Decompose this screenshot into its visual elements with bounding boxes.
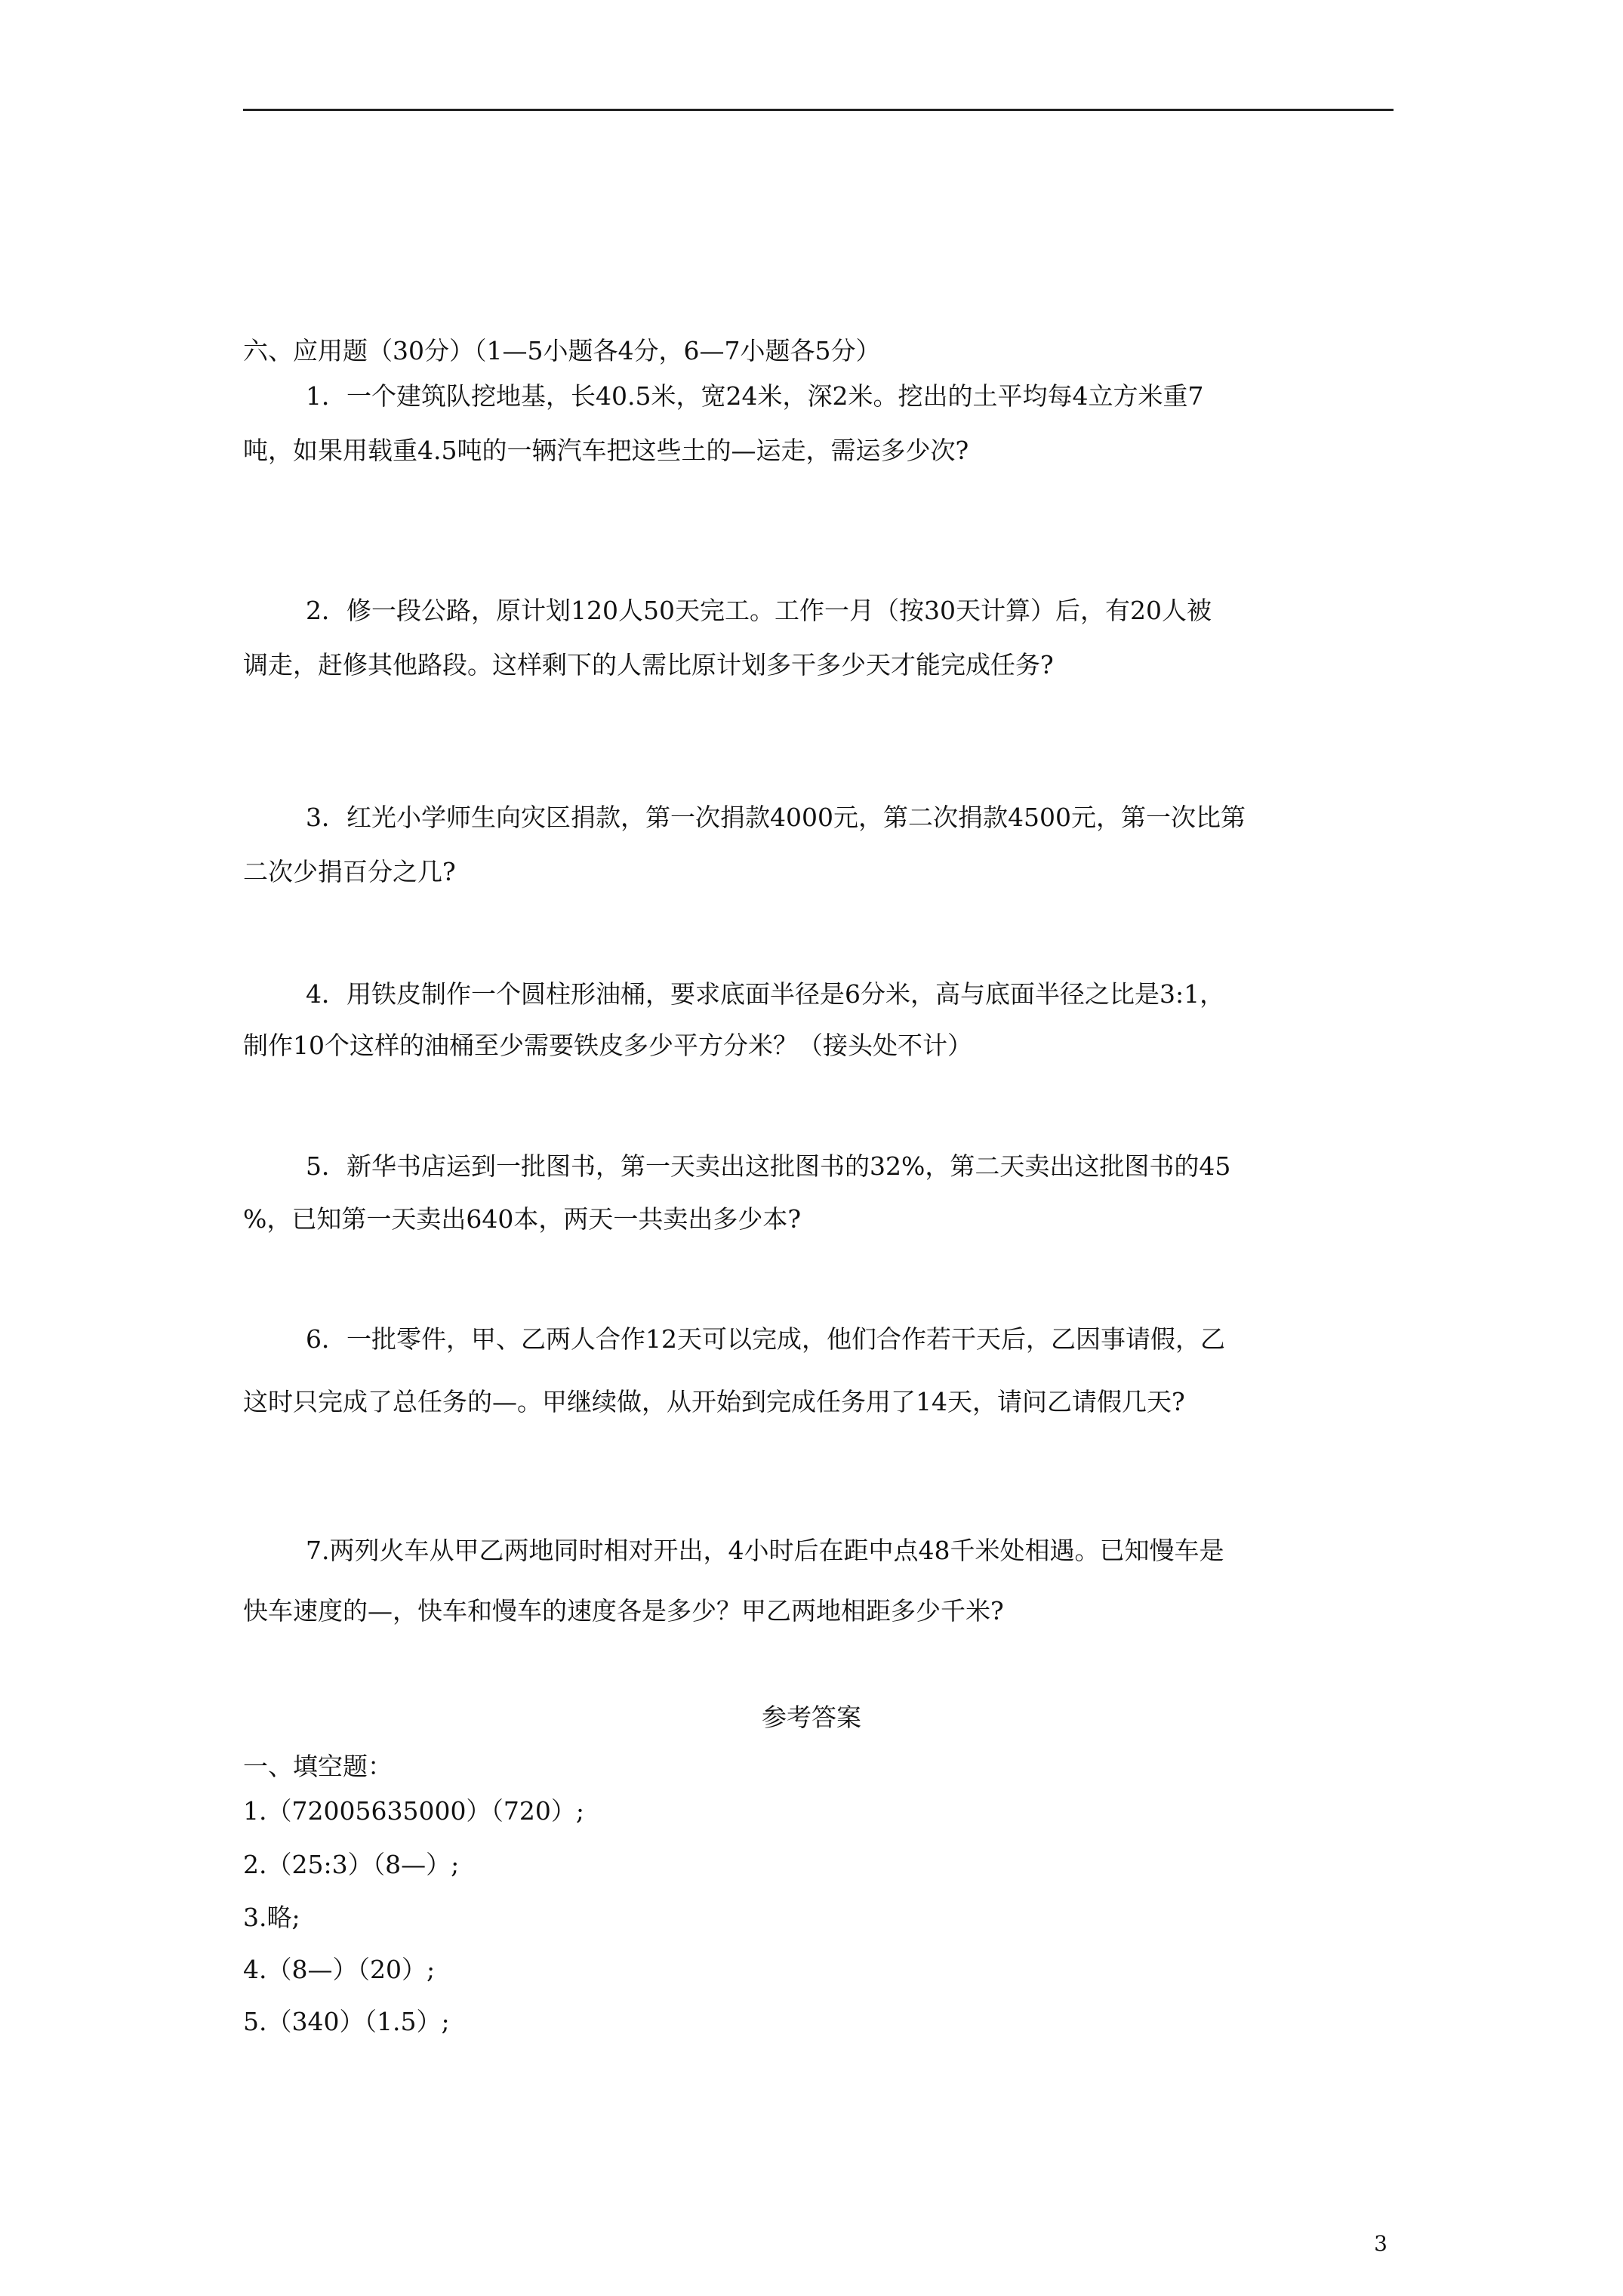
problem-4-line-1: 4．用铁皮制作一个圆柱形油桶，要求底面半径是6分米，高与底面半径之比是3:1， [306, 979, 1225, 1009]
answer-item-4: 4.（8—）（20）; [243, 1955, 436, 1984]
problem-2-line-1: 2．修一段公路，原计划120人50天完工。工作一月（按30天计算）后，有20人被 [306, 596, 1212, 625]
problem-3-line-1: 3．红光小学师生向灾区捐款，第一次捐款4000元，第二次捐款4500元，第一次比第 [306, 803, 1246, 832]
answer-item-2: 2.（25:3）（8—）; [243, 1850, 460, 1879]
answer-item-1: 1.（72005635000）（720）; [243, 1796, 585, 1826]
problem-4-line-2: 制作10个这样的油桶至少需要铁皮多少平方分米？（接头处不计） [243, 1031, 972, 1060]
answers-subheading: 一、填空题： [243, 1752, 393, 1781]
problem-5-line-2: %，已知第一天卖出640本，两天一共卖出多少本? [243, 1204, 802, 1234]
section-six-heading: 六、应用题（30分）（1—5小题各4分，6—7小题各5分） [243, 336, 881, 365]
problem-6-line-2: 这时只完成了总任务的—。甲继续做，从开始到完成任务用了14天，请问乙请假几天? [243, 1387, 1185, 1416]
problem-1-line-1: 1．一个建筑队挖地基，长40.5米，宽24米，深2米。挖出的土平均每4立方米重7 [306, 381, 1204, 411]
answer-item-3: 3.略; [243, 1903, 300, 1932]
problem-6-line-1: 6．一批零件，甲、乙两人合作12天可以完成，他们合作若干天后，乙因事请假，乙 [306, 1324, 1225, 1354]
header-rule [243, 109, 1394, 111]
problem-2-line-2: 调走，赶修其他路段。这样剩下的人需比原计划多干多少天才能完成任务? [243, 650, 1054, 680]
answer-item-5: 5.（340）（1.5）; [243, 2007, 450, 2036]
answers-title: 参考答案 [762, 1703, 861, 1732]
problem-7-line-1: 7.两列火车从甲乙两地同时相对开出，4小时后在距中点48千米处相遇。已知慢车是 [306, 1536, 1224, 1565]
problem-3-line-2: 二次少捐百分之几? [243, 857, 456, 886]
page-number: 3 [1374, 2231, 1387, 2256]
problem-1-line-2: 吨，如果用载重4.5吨的一辆汽车把这些土的—运走，需运多少次? [243, 436, 969, 465]
problem-7-line-2: 快车速度的—，快车和慢车的速度各是多少？甲乙两地相距多少千米? [243, 1596, 1004, 1626]
problem-5-line-1: 5．新华书店运到一批图书，第一天卖出这批图书的32%，第二天卖出这批图书的45 [306, 1151, 1231, 1181]
